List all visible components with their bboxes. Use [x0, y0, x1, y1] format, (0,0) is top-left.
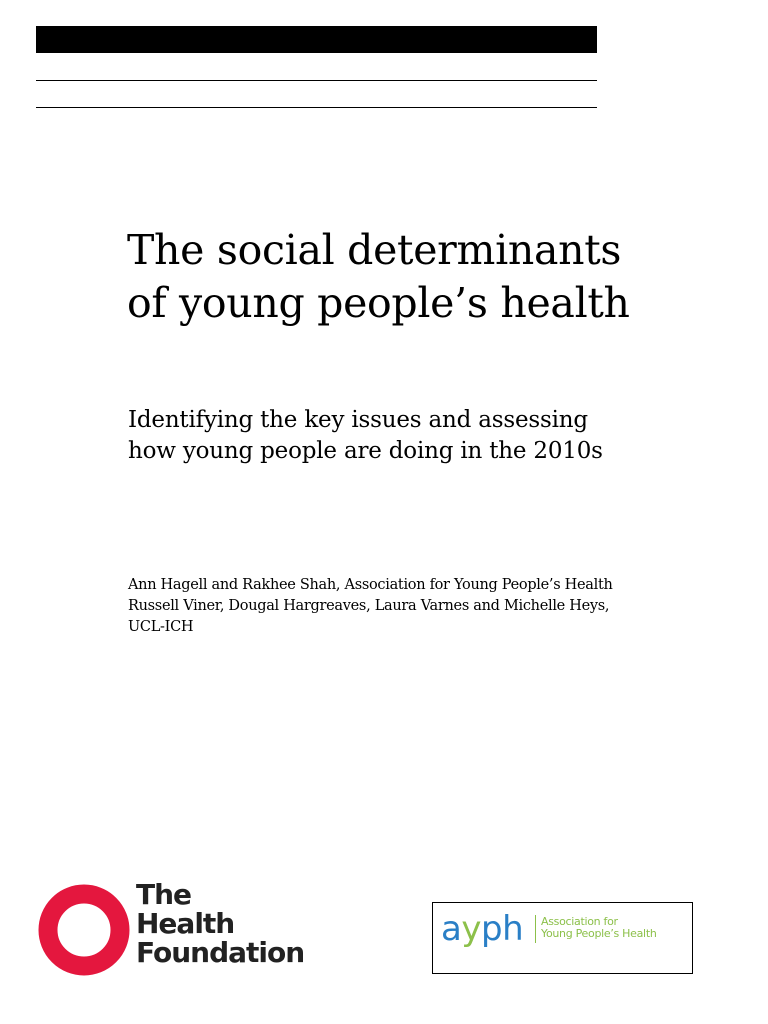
header-black-bar	[36, 26, 597, 53]
wordmark-line: Health	[136, 907, 235, 940]
ayph-text-line: Young People’s Health	[541, 927, 657, 940]
red-ring-icon	[38, 884, 130, 976]
ayph-letter-a: a	[441, 909, 462, 949]
ayph-letter-y: y	[461, 909, 481, 949]
report-authors	[128, 575, 748, 638]
header-rule-top	[36, 80, 597, 81]
report-title-line: of young people’s health	[127, 279, 630, 327]
ayph-divider	[535, 915, 536, 943]
header-rule-bottom	[36, 107, 597, 108]
author-line: UCL-ICH	[128, 619, 194, 635]
health-foundation-wordmark	[136, 880, 304, 967]
author-line: Ann Hagell and Rakhee Shah, Association for Young People’s Health	[128, 577, 613, 593]
ayph-letter-p: p	[480, 909, 503, 949]
ayph-mark	[441, 909, 523, 949]
author-line: Russell Viner, Dougal Hargreaves, Laura Varnes and Michelle Heys,	[128, 598, 610, 614]
report-subtitle	[128, 405, 748, 467]
wordmark-line: Foundation	[136, 936, 305, 969]
ayph-logo	[432, 902, 693, 974]
health-foundation-logo	[38, 880, 338, 980]
report-subtitle-line: how young people are doing in the 2010s	[128, 438, 603, 464]
wordmark-line: The	[136, 878, 192, 911]
report-subtitle-line: Identifying the key issues and assessing	[128, 407, 588, 433]
ayph-organisation-name	[541, 916, 657, 940]
report-title	[127, 224, 747, 330]
ayph-letter-h: h	[502, 909, 524, 949]
report-title-line: The social determinants	[127, 226, 622, 274]
ayph-text-line: Association for	[541, 915, 618, 928]
